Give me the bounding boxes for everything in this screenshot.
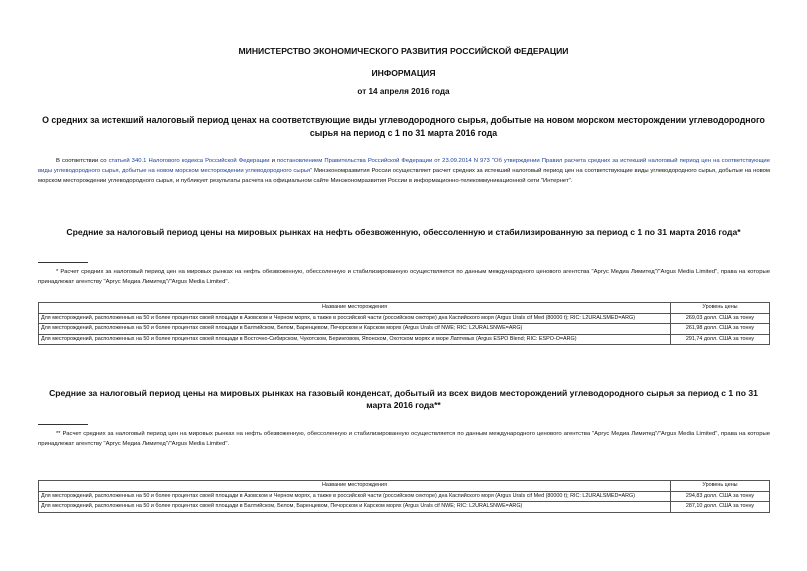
section2-heading: Средние за налоговый период цены на мировых рынках на газовый конденсат, добытый из всех видов месторождений углеводородного сырья за период с 1 по 31 марта 2016 года** [49,388,758,410]
price-cell: 261,98 долл. США за тонну [671,324,770,335]
resolution-link[interactable]: постановлением Правительства Российской Федерации от 23.09.2014 N 973 "Об утверждении Правил расчета средних за истекший налоговый период цен на соответствующие виды углеводородного сырья, добытые на новом морском месторождении углеводородного сырья" [38,158,770,174]
tax-code-link[interactable]: статьей 340.1 Налогового кодекса Российской Федерации [108,158,270,164]
document-title: О средних за истекший налоговый период ценах на соответствующие виды углеводородного сырья, добытые на новом морском месторождении углеводородного сырья на период с 1 по 31 марта 2016 года [42,115,765,138]
field-name-cell: Для месторождений, расположенных на 50 и более процентах своей площади в Азовском и Черном морях, а также в российской части (российском секторе) дна Каспийского моря (Argus Urals cif Med (80000 t); RIC: L2URALSMED=ARG) [39,491,671,502]
intro-suffix: Минэкономразвития России осуществляет расчет средних за истекший налоговый период цен на соответствующие виды углеводородного сырья, добытые на новом морском месторождении углеводородного сырья, и публикует результаты расчета на официальном сайте Минэкономразвития России в информационно-телекоммуникационной сети "Интернет". [38,168,770,184]
footnote-divider [38,424,88,425]
field-name-cell: Для месторождений, расположенных на 50 и более процентах своей площади в Балтийском, Белом, Баренцевом, Печорском и Карском морях (Argus Urals cif NWE; RIC: L2URALSNWE=ARG) [39,502,671,513]
field-name-cell: Для месторождений, расположенных на 50 и более процентах своей площади в Азовском и Черном морях, а также в российской части (российском секторе) дна Каспийского моря (Argus Urals cif Med (80000 t); RIC: L2URALSMED=ARG) [39,313,671,324]
intro-prefix: В соответствии со [56,158,109,164]
intro-middle: и [269,158,277,164]
section1-price-table [38,302,770,345]
section1-footnote: * Расчет средних за налоговый период цен на мировых рынках на нефть обезвоженную, обессоленную и стабилизированную осуществляется по данным международного ценового агентства "Аргус Медиа Лимитед"/"Argus Media Limited", права на которые принадлежат агентству "Аргус Медиа Лимитед"/"Argus Media Limited". [38,269,770,285]
field-name-cell: Для месторождений, расположенных на 50 и более процентах своей площади в Балтийском, Белом, Баренцевом, Печорском и Карском морях (Argus Urals cif NWE; RIC: L2URALSNWE=ARG) [39,324,671,335]
table-row [39,313,770,324]
ministry-name: МИНИСТЕРСТВО ЭКОНОМИЧЕСКОГО РАЗВИТИЯ РОССИЙСКОЙ ФЕДЕРАЦИИ [238,46,569,56]
table-header-row [39,303,770,314]
document-type: ИНФОРМАЦИЯ [371,68,436,78]
table-row [39,334,770,345]
table-row [39,502,770,513]
section2-price-table [38,480,770,513]
table-row [39,491,770,502]
column-header-field: Название месторождения [39,303,671,314]
field-name-cell: Для месторождений, расположенных на 50 и более процентах своей площади в Восточно-Сибирском, Чукотском, Беринговом, Японском, Охотском морях и море Лаптевых (Argus ESPO Blend; RIC: ESPO-O=ARG) [39,334,671,345]
document-date: от 14 апреля 2016 года [357,87,450,96]
column-header-price: Уровень цены [671,303,770,314]
price-cell: 294,83 долл. США за тонну [671,491,770,502]
table-row [39,324,770,335]
intro-paragraph [38,156,770,186]
section1-heading: Средние за налоговый период цены на мировых рынках на нефть обезвоженную, обессоленную и стабилизированную за период с 1 по 31 марта 2016 года* [66,227,741,237]
price-cell: 291,74 долл. США за тонну [671,334,770,345]
section2-footnote: ** Расчет средних за налоговый период цен на мировых рынках на нефть обезвоженную, обессоленную и стабилизированную осуществляется по данным международного ценового агентства "Аргус Медиа Лимитед"/"Argus Media Limited", права на которые принадлежат агентству "Аргус Медиа Лимитед"/"Argus Media Limited". [38,431,770,447]
table-header-row [39,481,770,492]
column-header-field: Название месторождения [39,481,671,492]
price-cell: 287,10 долл. США за тонну [671,502,770,513]
price-cell: 269,03 долл. США за тонну [671,313,770,324]
footnote-divider [38,262,88,263]
column-header-price: Уровень цены [671,481,770,492]
